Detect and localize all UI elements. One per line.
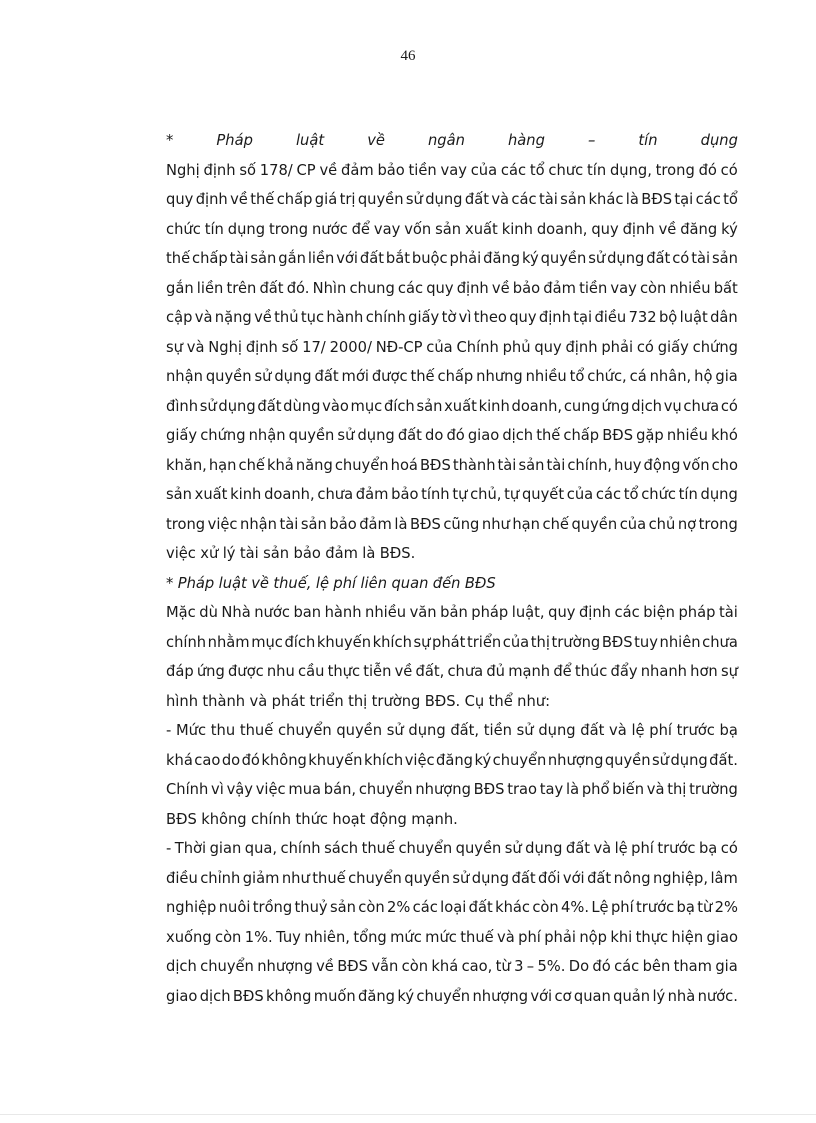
paragraph	[166, 569, 738, 599]
text-line: giấy chứng nhận quyền sử dụng đất do đó giao dịch thế chấp BĐS gặp nhiều khó	[166, 427, 738, 444]
text-line: trong việc nhận tài sản bảo đảm là BĐS cũng như hạn chế quyền của chủ nợ trong	[166, 515, 738, 533]
text-line: điều chỉnh giảm như thuế chuyển quyền sử dụng đất đối với đất nông nghiệp, lâm	[166, 869, 738, 887]
text-line: sản xuất kinh doanh, chưa đảm bảo tính tự chủ, tự quyết của các tổ chức tín dụng	[166, 486, 738, 503]
text-line: nhận quyền sử dụng đất mới được thế chấp nhưng nhiều tổ chức, cá nhân, hộ gia	[166, 368, 738, 385]
text-line: Mặc dù Nhà nước ban hành nhiều văn bản pháp luật, quy định các biện pháp tài	[166, 604, 738, 621]
text-line: Nghị định số 178/ CP về đảm bảo tiền vay của các tổ chưc tín dụng, trong đó có	[166, 161, 738, 179]
text-line: đình sử dụng đất dùng vào mục đích sản xuất kinh doanh, cung ứng dịch vụ chưa có	[166, 397, 738, 415]
text-line: chức tín dụng trong nước để vay vốn sản xuất kinh doanh, quy định về đăng ký	[166, 220, 738, 238]
text-line: xuống còn 1%. Tuy nhiên, tổng mức mức thuế và phí phải nộp khi thực hiện giao	[166, 928, 738, 946]
text-line: việc xử lý tài sản bảo đảm là BĐS.	[166, 545, 416, 562]
text-line: * Pháp luật về ngân hàng – tín dụng	[166, 132, 738, 149]
paragraph	[166, 126, 738, 156]
text-line: BĐS không chính thức hoạt động mạnh.	[166, 810, 458, 828]
text-line: Chính vì vậy việc mua bán, chuyển nhượng BĐS trao tay là phổ biến và thị trường	[166, 781, 738, 798]
text-line: gắn liền trên đất đó. Nhìn chung các quy định về bảo đảm tiền vay còn nhiều bất	[166, 279, 738, 297]
paragraph	[166, 834, 738, 1011]
text-line: quy định về thế chấp giá trị quyền sử dụng đất và các tài sản khác là BĐS tại các tổ	[166, 191, 738, 208]
page-bottom-edge	[0, 1114, 816, 1115]
text-line: giao dịch BĐS không muốn đăng ký chuyển nhượng với cơ quan quản lý nhà nước.	[166, 987, 738, 1005]
text-line: - Thời gian qua, chính sách thuế chuyển quyền sử dụng đất và lệ phí trước bạ có	[166, 840, 738, 857]
text-line: đáp ứng được nhu cầu thực tiễn về đất, chưa đủ mạnh để thúc đẩy nhanh hơn sự	[166, 663, 738, 680]
text-line: thế chấp tài sản gắn liền với đất bắt buộc phải đăng ký quyền sử dụng đất có tài sản	[166, 250, 738, 267]
text-line: khăn, hạn chế khả năng chuyển hoá BĐS thành tài sản tài chính, huy động vốn cho	[166, 456, 738, 474]
document-body	[166, 126, 738, 1011]
text-line: hình thành và phát triển thị trường BĐS. Cụ thể như:	[166, 692, 551, 710]
text-line: nghiệp nuôi trồng thuỷ sản còn 2% các loại đất khác còn 4%. Lệ phí trước bạ từ 2%	[166, 899, 738, 916]
text-line: dịch chuyển nhượng về BĐS vẫn còn khá cao, từ 3 – 5%. Do đó các bên tham gia	[166, 958, 738, 975]
text-line: cập và nặng về thủ tục hành chính giấy tờ vì theo quy định tại điều 732 bộ luật dân	[166, 309, 738, 326]
paragraph	[166, 598, 738, 716]
paragraph	[166, 716, 738, 834]
page-number: 46	[400, 48, 416, 64]
text-line: * Pháp luật về thuế, lệ phí liên quan đến BĐS	[166, 574, 496, 592]
text-line: - Mức thu thuế chuyển quyền sử dụng đất, tiền sử dụng đất và lệ phí trước bạ	[166, 722, 738, 739]
text-line: chính nhằm mục đích khuyến khích sự phát triển của thị trường BĐS tuy nhiên chưa	[166, 633, 738, 651]
text-line: khá cao do đó không khuyến khích việc đăng ký chuyển nhượng quyền sử dụng đất.	[166, 751, 738, 769]
paragraph	[166, 156, 738, 569]
text-line: sự và Nghị định số 17/ 2000/ NĐ-CP của Chính phủ quy định phải có giấy chứng	[166, 338, 738, 356]
